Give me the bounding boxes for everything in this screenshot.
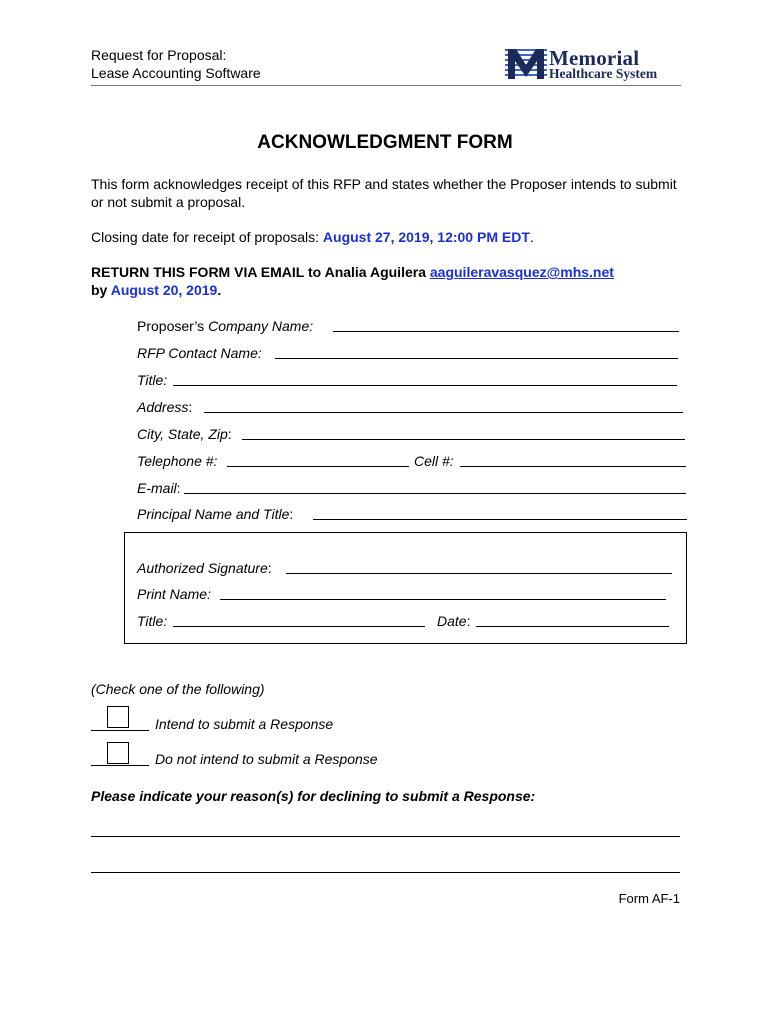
email-label bbox=[137, 479, 181, 497]
city-state-zip-field[interactable] bbox=[242, 439, 685, 440]
date-label bbox=[437, 612, 470, 630]
check-instruction: (Check one of the following) bbox=[91, 681, 265, 697]
company-name-label-text: Company Name: bbox=[208, 318, 314, 334]
signature-title-field[interactable] bbox=[173, 626, 425, 627]
logo-wordmark-memorial: Memorial bbox=[549, 46, 640, 70]
city-state-zip-label-text: City, State, Zip bbox=[137, 426, 228, 442]
company-name-field[interactable] bbox=[333, 331, 679, 332]
return-by-label: by bbox=[91, 282, 111, 298]
principal-name-label bbox=[137, 505, 293, 523]
closing-date-label: Closing date for receipt of proposals: bbox=[91, 229, 323, 245]
authorized-signature-label-text: Authorized Signature bbox=[137, 560, 268, 576]
address-label bbox=[137, 398, 192, 416]
title-field[interactable] bbox=[173, 385, 677, 386]
rfp-heading-line2: Lease Accounting Software bbox=[91, 65, 261, 81]
decline-reason-line-1[interactable] bbox=[91, 836, 680, 837]
closing-date-value: August 27, 2019, 12:00 PM EDT bbox=[322, 229, 530, 245]
return-instructions-label: RETURN THIS FORM VIA EMAIL to Analia Aguilera bbox=[91, 264, 430, 280]
date-label-text: Date bbox=[437, 613, 467, 629]
principal-name-label-text: Principal Name and Title bbox=[137, 506, 290, 522]
rfp-heading-line1: Request for Proposal: bbox=[91, 47, 227, 63]
company-name-prefix: Proposer’s bbox=[137, 318, 209, 334]
intend-to-submit-checkbox[interactable] bbox=[107, 706, 129, 728]
authorized-signature-label bbox=[137, 559, 272, 577]
telephone-field[interactable] bbox=[227, 466, 409, 467]
date-field[interactable] bbox=[476, 626, 669, 627]
document-header bbox=[91, 46, 261, 82]
print-name-field[interactable] bbox=[220, 599, 666, 600]
email-label-colon: : bbox=[176, 480, 181, 496]
print-name-label: Print Name: bbox=[137, 586, 211, 602]
signature-title-label: Title: bbox=[137, 613, 168, 629]
authorized-signature-label-colon: : bbox=[267, 560, 272, 576]
intro-paragraph: This form acknowledges receipt of this RFP and states whether the Proposer intends to submit or not submit a proposal. bbox=[91, 176, 677, 210]
cell-label: Cell #: bbox=[414, 453, 454, 469]
date-label-colon: : bbox=[466, 613, 471, 629]
contact-email-link[interactable]: aaguileravasquez@mhs.net bbox=[429, 264, 614, 280]
cell-field[interactable] bbox=[460, 466, 686, 467]
address-label-text: Address bbox=[137, 399, 189, 415]
email-field[interactable] bbox=[184, 493, 686, 494]
address-label-colon: : bbox=[188, 399, 193, 415]
email-label-text: E-mail bbox=[137, 480, 177, 496]
rfp-contact-label: RFP Contact Name: bbox=[137, 345, 262, 361]
address-field[interactable] bbox=[204, 412, 683, 413]
memorial-healthcare-logo bbox=[505, 46, 680, 82]
memorial-m-emblem-icon bbox=[505, 47, 547, 81]
city-state-zip-label-colon: : bbox=[227, 426, 232, 442]
return-by-period: . bbox=[217, 282, 222, 298]
rfp-contact-field[interactable] bbox=[275, 358, 678, 359]
header-divider bbox=[91, 85, 681, 86]
principal-name-field[interactable] bbox=[313, 519, 687, 520]
authorized-signature-field[interactable] bbox=[286, 573, 672, 574]
company-name-label bbox=[137, 317, 313, 335]
not-intend-to-submit-label: Do not intend to submit a Response bbox=[155, 751, 378, 767]
logo-wordmark-healthcare: Healthcare System bbox=[549, 66, 658, 81]
city-state-zip-label bbox=[137, 425, 232, 443]
closing-date-period: . bbox=[529, 229, 534, 245]
closing-date-paragraph bbox=[91, 228, 691, 246]
intend-to-submit-label: Intend to submit a Response bbox=[155, 716, 334, 732]
not-intend-to-submit-checkbox[interactable] bbox=[107, 742, 129, 764]
decline-reason-prompt: Please indicate your reason(s) for declining to submit a Response: bbox=[91, 788, 536, 804]
return-instructions bbox=[91, 263, 691, 299]
principal-name-label-colon: : bbox=[289, 506, 294, 522]
form-title: ACKNOWLEDGMENT FORM bbox=[257, 132, 513, 153]
intend-option-underline bbox=[91, 730, 149, 731]
return-by-date: August 20, 2019 bbox=[110, 282, 218, 298]
form-number: Form AF-1 bbox=[618, 891, 680, 906]
decline-reason-line-2[interactable] bbox=[91, 872, 680, 873]
title-label: Title: bbox=[137, 372, 168, 388]
telephone-label: Telephone #: bbox=[137, 453, 218, 469]
not-intend-option-underline bbox=[91, 765, 149, 766]
